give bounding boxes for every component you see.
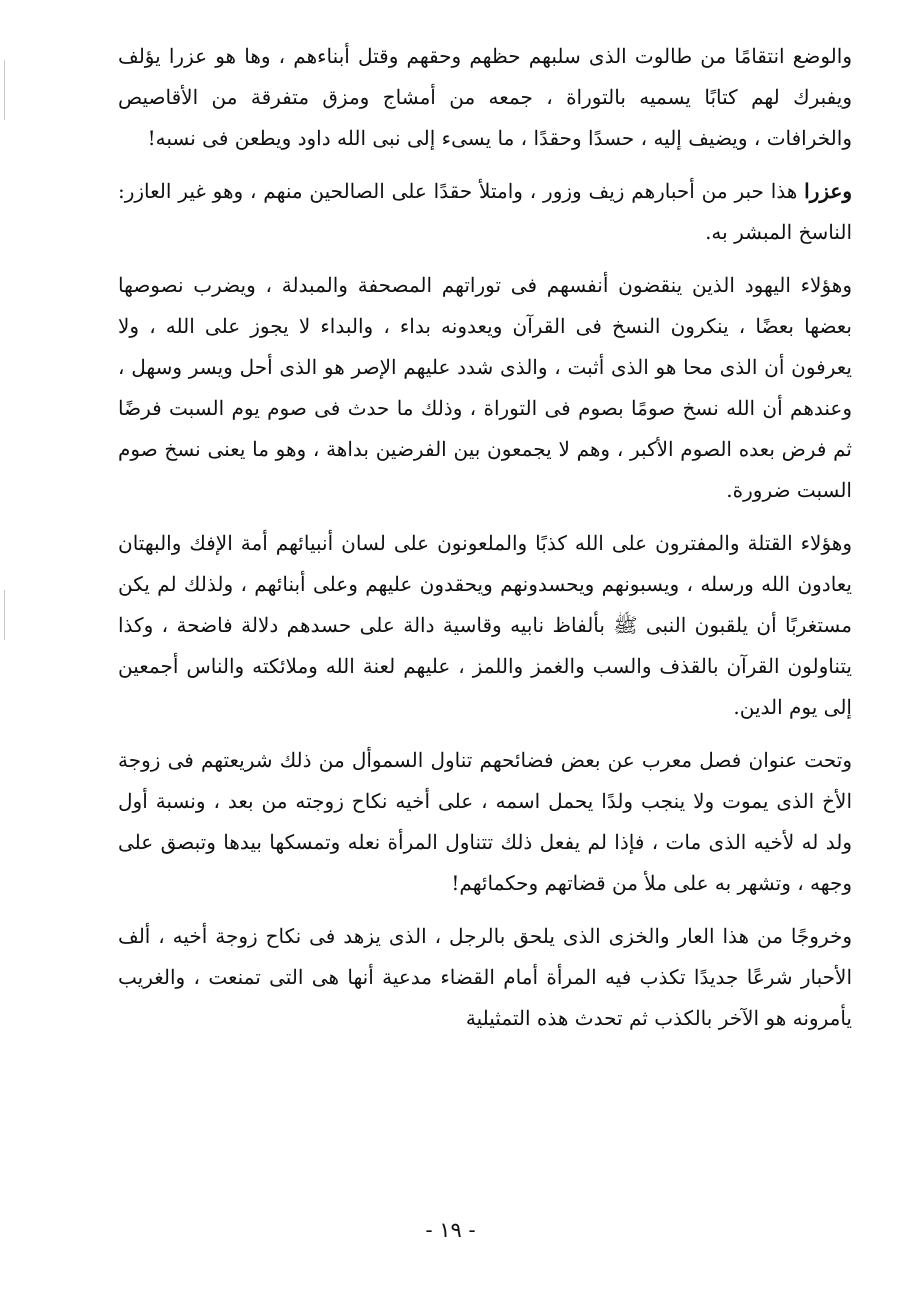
paragraph-text: وهؤلاء القتلة والمفترون على الله كذبًا والملعونون على لسان أنبيائهم أمة الإفك والبهتان يعادون الله ورسله ، ويسبونهم ويحسدونهم ويحقدون عليهم وعلى أبنائهم ، ولذلك لم يكن مستغربًا أن يلقبون النبى ﷺ بألفاظ نابيه وقاسية دالة على حسدهم دلالة فاضحة ، وكذا يتناولون القرآن بالقذف والسب والغمز واللمز ، عليهم لعنة الله وملائكته والناس أجمعين إلى يوم الدين.: [118, 531, 852, 719]
paragraph-text: وتحت عنوان فصل معرب عن بعض فضائحهم تناول السموأل من ذلك شريعتهم فى زوجة الأخ الذى يموت ولا ينجب ولدًا يحمل اسمه ، على أخيه نكاح زوجته من بعد ، ونسبة أول ولد له لأخيه الذى مات ، فإذا لم يفعل ذلك تتناول المرأة نعله وتمسكها بيدها وتبصق على وجهه ، وتشهر به على ملأ من قضاتهم وحكمائهم!: [118, 748, 852, 895]
scan-edge-line: [4, 60, 5, 120]
paragraph: [118, 523, 852, 728]
paragraph: [118, 265, 852, 511]
paragraph-text: هذا حبر من أحبارهم زيف وزور ، وامتلأ حقدًا على الصالحين منهم ، وهو غير العازر: الناسخ المبشر به.: [118, 179, 852, 244]
paragraph-lead: وعزرا: [804, 179, 852, 203]
paragraph: [118, 916, 852, 1039]
paragraph-text: والوضع انتقامًا من طالوت الذى سلبهم حظهم وحقهم وقتل أبناءهم ، وها هو عزرا يؤلف ويفبرك لهم كتابًا يسميه بالتوراة ، جمعه من أمشاج ومزق متفرقة من الأقاصيص والخرافات ، ويضيف إليه ، حسدًا وحقدًا ، ما يسىء إلى نبى الله داود ويطعن فى نسبه!: [118, 44, 852, 150]
body-text: [118, 36, 852, 1051]
paragraph-text: وهؤلاء اليهود الذين ينقضون أنفسهم فى توراتهم المصحفة والمبدلة ، ويضرب نصوصها بعضها بعضًا ، ينكرون النسخ فى القرآن ويعدونه بداء ، والبداء لا يجوز على الله ، ولا يعرفون أن الذى محا هو الذى أثبت ، والذى شدد عليهم الإصر هو الذى أحل ويسر وسهل ، وعندهم أن الله نسخ صومًا بصوم فى التوراة ، وذلك ما حدث فى صوم يوم السبت فرضًا ثم فرض بعده الصوم الأكبر ، وهم لا يجمعون بين الفرضين بداهة ، وهو ما يعنى نسخ صوم السبت ضرورة.: [118, 273, 852, 502]
paragraph: [118, 36, 852, 159]
page-number: - ١٩ -: [425, 1218, 476, 1242]
paragraph: [118, 171, 852, 253]
paragraph-text: وخروجًا من هذا العار والخزى الذى يلحق بالرجل ، الذى يزهد فى نكاح زوجة أخيه ، ألف الأحبار شرعًا جديدًا تكذب فيه المرأة أمام القضاء مدعية أنها هى التى تمنعت ، والغريب يأمرونه هو الآخر بالكذب ثم تحدث هذه التمثيلية: [118, 924, 852, 1030]
scan-edge-line: [4, 590, 5, 640]
paragraph: [118, 740, 852, 904]
